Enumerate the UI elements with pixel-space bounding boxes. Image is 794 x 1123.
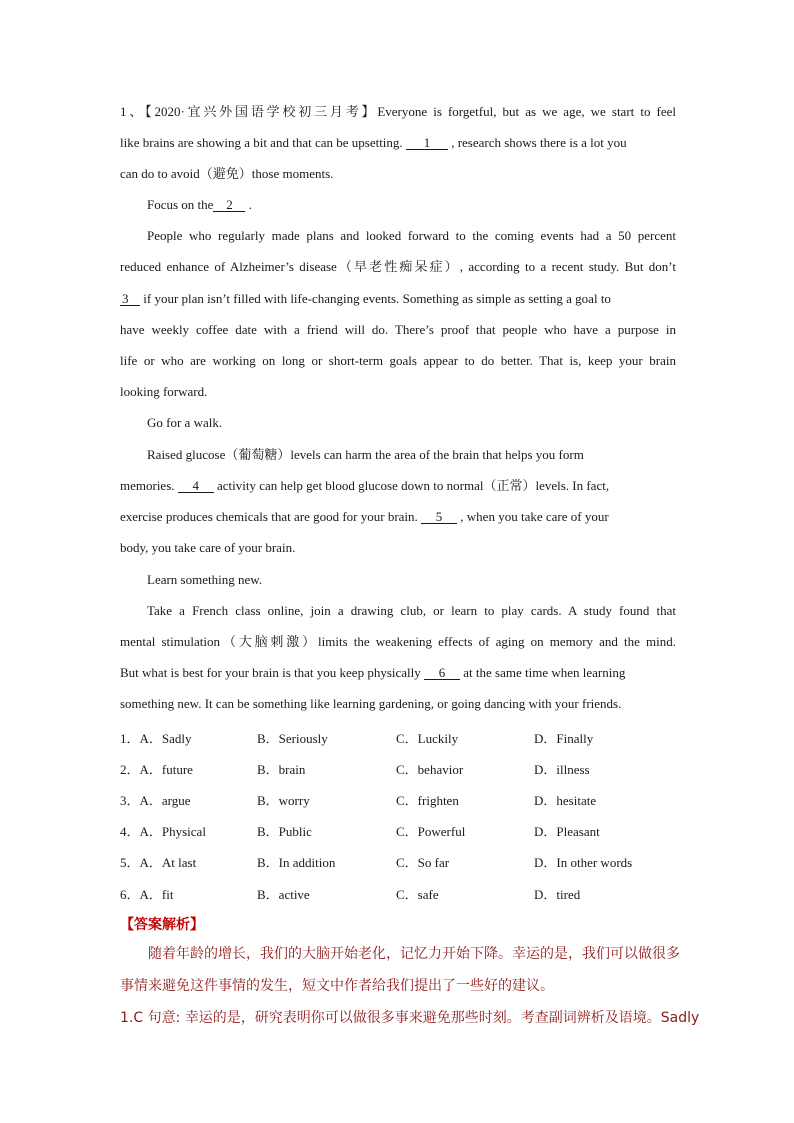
option-6a: 6．A．fit — [120, 887, 174, 902]
passage-line: have weekly coffee date with a friend will do. There’s proof that people who have a purpose in — [120, 322, 676, 337]
options-row-5 — [120, 852, 680, 870]
blank-6: 6 — [424, 666, 460, 680]
passage-line: life or who are working on long or short-term goals appear to do better. That is, keep your brain — [120, 353, 676, 368]
options-row-4 — [120, 821, 680, 839]
option-5a: 5．A．At last — [120, 855, 197, 870]
passage-line: reduced enhance of Alzheimer’s disease（早老性痴呆症）, according to a recent study. But don’t — [120, 259, 676, 274]
option-5b: B．In addition — [257, 855, 336, 870]
option-1a: 1．A．Sadly — [120, 731, 192, 746]
passage-line: exercise produces chemicals that are good for your brain. 5 , when you take care of your — [120, 509, 609, 524]
option-2c: C．behavior — [396, 762, 464, 777]
option-6b: B．active — [257, 887, 310, 902]
passage-line: like brains are showing a bit and that can be upsetting. 1 , research shows there is a lot you — [120, 135, 627, 150]
passage-line: 3 if your plan isn’t filled with life-changing events. Something as simple as setting a goal to — [122, 291, 611, 306]
passage-line: looking forward. — [120, 384, 208, 399]
passage-line: something new. It can be something like learning gardening, or going dancing with your friends. — [120, 696, 622, 711]
option-2d: D．illness — [534, 762, 590, 777]
passage-line: memories. 4 activity can help get blood glucose down to normal（正常）levels. In fact, — [120, 478, 610, 493]
subheading-learn: Learn something new. — [147, 572, 263, 587]
blank-2: 2 — [213, 198, 245, 212]
passage-line: Raised glucose（葡萄糖）levels can harm the area of the brain that helps you form — [147, 447, 584, 462]
option-3c: C．frighten — [396, 793, 459, 808]
blank-3: 3 — [120, 292, 140, 306]
passage-line: People who regularly made plans and looked forward to the coming events had a 50 percent — [147, 228, 676, 243]
subheading-focus: Focus on the 2 . — [147, 197, 252, 212]
options-row-1 — [120, 728, 680, 746]
question-intro: 1、【2020·宜兴外国语学校初三月考】Everyone is forgetful, but as we age, we start to feel — [120, 104, 676, 119]
blank-5: 5 — [421, 510, 457, 524]
option-3a: 3．A．argue — [120, 793, 191, 808]
subheading-walk: Go for a walk. — [147, 415, 223, 430]
options-row-3 — [120, 790, 680, 808]
answer-intro-line: 随着年龄的增长，我们的大脑开始老化，记忆力开始下降。幸运的是，我们可以做很多 — [148, 946, 680, 962]
option-3b: B．worry — [257, 793, 310, 808]
blank-4: 4 — [178, 479, 214, 493]
option-3d: D．hesitate — [534, 793, 597, 808]
option-1b: B．Seriously — [257, 731, 328, 746]
option-4d: D．Pleasant — [534, 824, 600, 839]
answer-q1-line: 1.C 句意: 幸运的是，研究表明你可以做很多事来避免那些时刻。考查副词辨析及语境。Sadly — [120, 1010, 700, 1026]
option-2a: 2．A．future — [120, 762, 193, 777]
option-4c: C．Powerful — [396, 824, 466, 839]
answer-heading: 【答案解析】 — [120, 917, 204, 933]
passage-line — [120, 104, 676, 120]
passage-line: mental stimulation（大脑刺激）limits the weakening effects of aging on memory and the mind. — [120, 634, 676, 649]
option-6c: C．safe — [396, 887, 439, 902]
passage-line: Take a French class online, join a drawing club, or learn to play cards. A study found that — [147, 603, 676, 618]
option-1d: D．Finally — [534, 731, 594, 746]
options-row-6 — [120, 884, 680, 902]
blank-1: 1 — [406, 136, 448, 150]
answer-intro-line: 事情来避免这件事情的发生，短文中作者给我们提出了一些好的建议。 — [120, 978, 554, 994]
option-6d: D．tired — [534, 887, 581, 902]
option-5d: D．In other words — [534, 855, 633, 870]
passage-line: body, you take care of your brain. — [120, 540, 296, 555]
options-row-2 — [120, 759, 680, 777]
passage-line: But what is best for your brain is that you keep physically 6 at the same time when learning — [120, 665, 626, 680]
option-4a: 4．A．Physical — [120, 824, 206, 839]
passage-line: can do to avoid（避免）those moments. — [120, 166, 334, 181]
option-4b: B．Public — [257, 824, 312, 839]
option-5c: C．So far — [396, 855, 450, 870]
option-1c: C．Luckily — [396, 731, 459, 746]
option-2b: B．brain — [257, 762, 306, 777]
